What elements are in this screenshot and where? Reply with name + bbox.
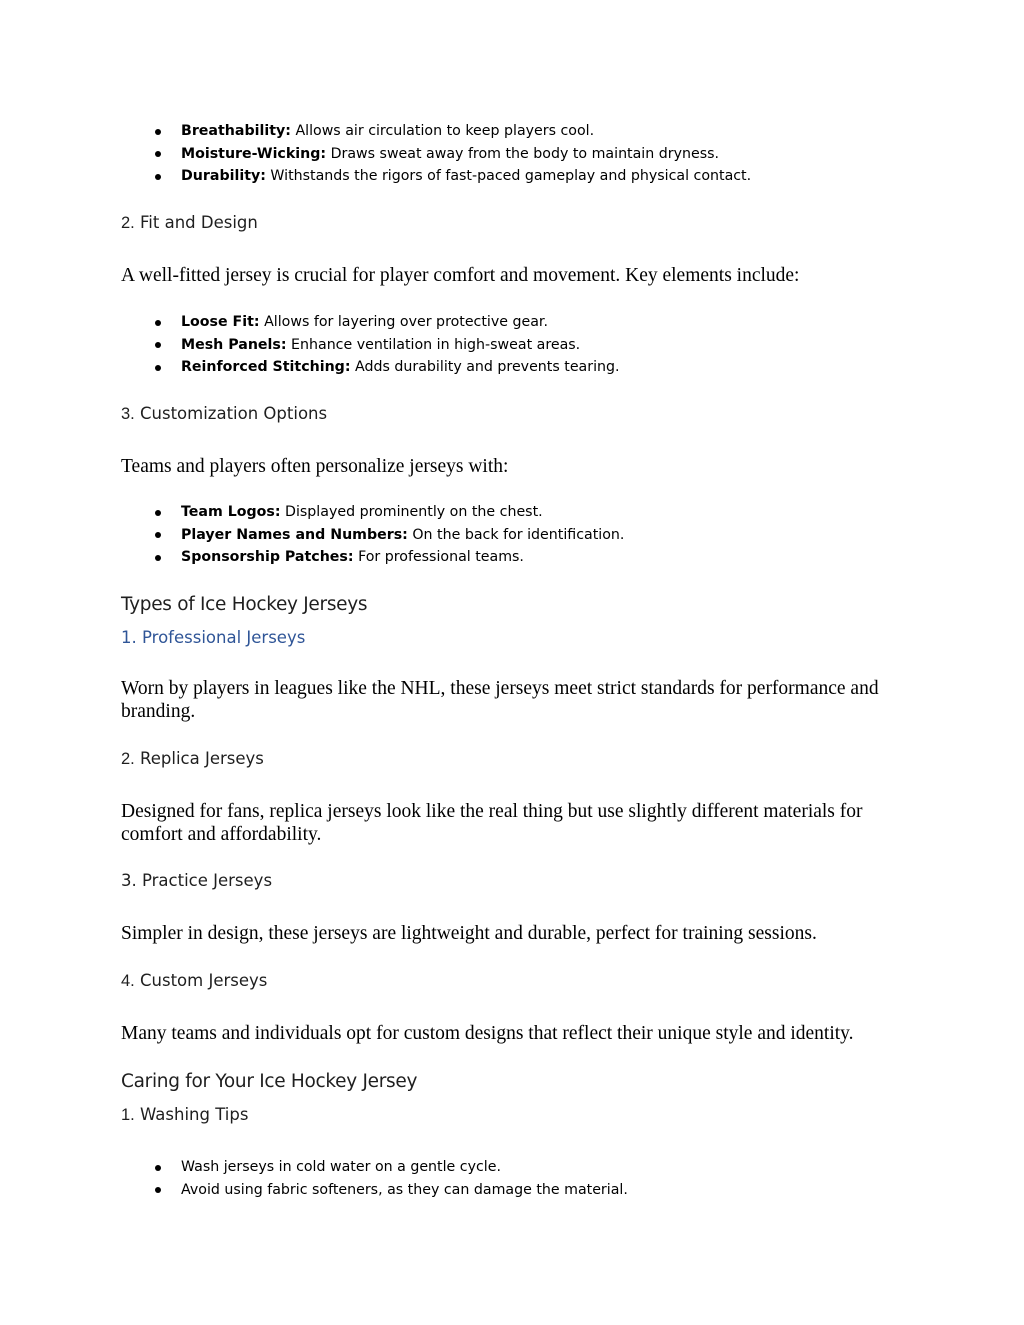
list-item: Reinforced Stitching: Adds durability and prevents tearing. [160,356,620,379]
list-item: Wash jerseys in cold water on a gentle cycle. [160,1156,628,1179]
fit-design-intro: A well-fitted jersey is crucial for player comfort and movement. Key elements include: [121,265,800,286]
list-item: Moisture-Wicking: Draws sweat away from the body to maintain dryness. [160,143,751,166]
caring-heading: Caring for Your Ice Hockey Jersey [121,1071,418,1092]
fit-design-list [160,311,620,379]
custom-jerseys-text: Many teams and individuals opt for custom designs that reflect their unique style and identity. [121,1023,854,1044]
list-item: Loose Fit: Allows for layering over protective gear. [160,311,620,334]
replica-jerseys-heading: 2. Replica Jerseys [121,749,264,768]
custom-jerseys-heading: 4. Custom Jerseys [121,971,268,990]
professional-jerseys-text: Worn by players in leagues like the NHL, these jerseys meet strict standards for performance and branding. [121,678,879,722]
practice-jerseys-heading: 3. Practice Jerseys [121,871,273,890]
customization-intro: Teams and players often personalize jerseys with: [121,456,509,477]
replica-jerseys-text: Designed for fans, replica jerseys look like the real thing but use slightly different materials for comfort and affordability. [121,801,863,845]
list-item: Player Names and Numbers: On the back for identification. [160,524,624,547]
list-item: Avoid using fabric softeners, as they can damage the material. [160,1179,628,1202]
fit-design-heading: 2. Fit and Design [121,213,258,232]
washing-tips-heading: 1. Washing Tips [121,1105,249,1124]
list-item: Breathability: Allows air circulation to keep players cool. [160,120,751,143]
customization-list [160,501,624,569]
list-item: Durability: Withstands the rigors of fast-paced gameplay and physical contact. [160,165,751,188]
list-item: Team Logos: Displayed prominently on the chest. [160,501,624,524]
list-item: Sponsorship Patches: For professional teams. [160,546,624,569]
customization-heading: 3. Customization Options [121,404,328,423]
washing-tips-list [160,1156,628,1201]
list-item: Mesh Panels: Enhance ventilation in high-sweat areas. [160,334,620,357]
practice-jerseys-text: Simpler in design, these jerseys are lightweight and durable, perfect for training sessions. [121,923,817,944]
material-benefits-list [160,120,751,188]
professional-jerseys-heading: 1. Professional Jerseys [121,628,306,647]
types-heading: Types of Ice Hockey Jerseys [121,594,368,615]
